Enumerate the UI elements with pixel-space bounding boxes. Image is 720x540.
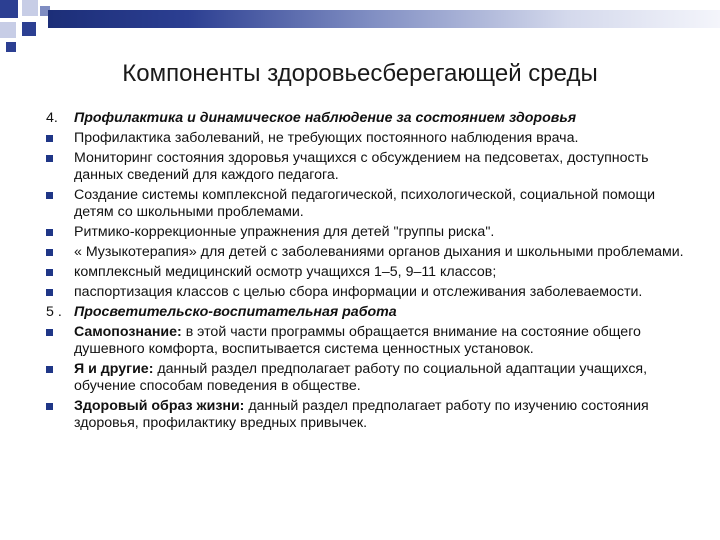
item-body: данный раздел предполагает работу по изучению состояния здоровья, профилактику вредных привычек.	[74, 398, 649, 431]
list-item	[46, 130, 686, 147]
list-item	[46, 264, 686, 281]
item-lead: Я и другие:	[74, 361, 154, 377]
square-bullet-icon	[46, 403, 53, 410]
square-bullet-icon	[46, 135, 53, 142]
list-item-text	[74, 324, 686, 358]
list-item	[46, 187, 686, 221]
item-body: в этой части программы обращается внимание на состояние общего душевного комфорта, воспитывается система ценностных установок.	[74, 324, 641, 357]
list-item-text	[74, 398, 686, 432]
list-item-text: паспортизация классов с целью сбора информации и отслеживания заболеваемости.	[74, 284, 643, 300]
list-item-text: Профилактика заболеваний, не требующих постоянного наблюдения врача.	[74, 130, 579, 146]
square-bullet-icon	[46, 289, 53, 296]
list-item-text: « Музыкотерапия» для детей с заболеваниями органов дыхания и школьными проблемами.	[74, 244, 684, 260]
list-item	[46, 324, 686, 358]
list-item-text	[74, 361, 686, 395]
square-bullet-icon	[46, 269, 53, 276]
square-bullet-icon	[46, 192, 53, 199]
list-item	[46, 361, 686, 395]
list-item-text: Мониторинг состояния здоровья учащихся с обсуждением на педсоветах, доступность данных сведений для каждого педагога.	[74, 150, 649, 183]
list-item-text: Ритмико-коррекционные упражнения для детей "группы риска".	[74, 224, 495, 240]
list-item-text: Создание системы комплексной педагогической, психологической, социальной помощи детям со школьными проблемами.	[74, 187, 656, 220]
section-title: Профилактика и динамическое наблюдение за состоянием здоровья	[74, 110, 577, 126]
square-bullet-icon	[46, 366, 53, 373]
list-item	[46, 284, 686, 301]
section-number: 4.	[46, 110, 58, 126]
list-item	[46, 398, 686, 432]
header-gradient-bar	[48, 10, 720, 28]
item-lead: Здоровый образ жизни:	[74, 398, 245, 414]
slide-title: Компоненты здоровьесберегающей среды	[122, 60, 598, 87]
item-lead: Самопознание:	[74, 324, 182, 340]
square-bullet-icon	[46, 155, 53, 162]
section-number: 5 .	[46, 304, 62, 320]
section-heading	[46, 304, 686, 321]
slide-content	[46, 110, 686, 435]
square-bullet-icon	[46, 249, 53, 256]
list-item	[46, 150, 686, 184]
list-item	[46, 224, 686, 241]
section-heading	[46, 110, 686, 127]
item-body: данный раздел предполагает работу по социальной адаптации учащихся, обучение способам поведения в обществе.	[74, 361, 648, 394]
list-item-text: комплексный медицинский осмотр учащихся 1–5, 9–11 классов;	[74, 264, 497, 280]
square-bullet-icon	[46, 229, 53, 236]
section-title: Просветительско-воспитательная работа	[74, 304, 397, 320]
list-item	[46, 244, 686, 261]
square-bullet-icon	[46, 329, 53, 336]
